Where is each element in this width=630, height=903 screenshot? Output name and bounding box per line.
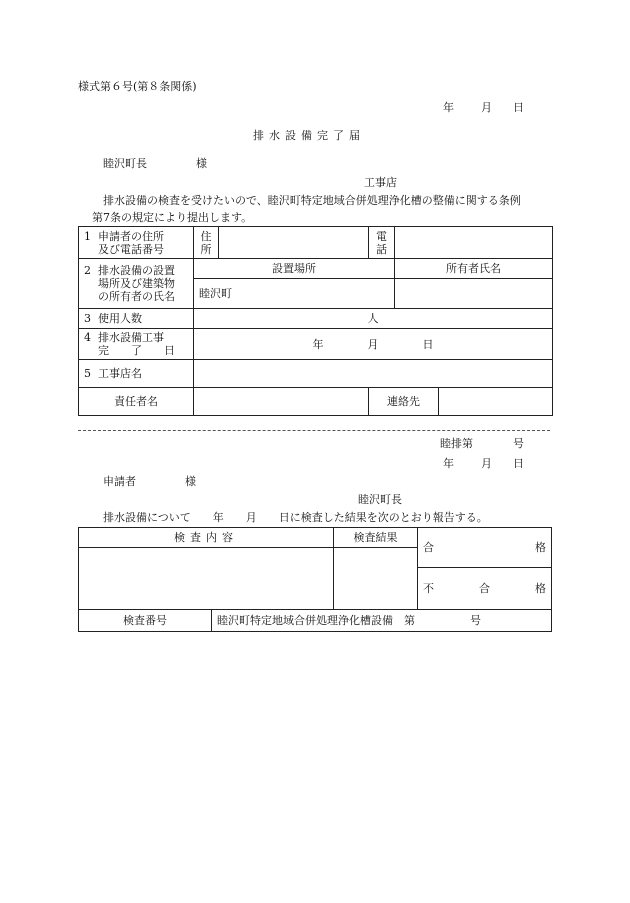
contractor-name-label: 5 工事店名 [79, 360, 194, 388]
report-text: 排水設備について 年 月 日に検査した結果を次のとおり報告する。 [103, 511, 488, 524]
inspection-result-header: 検査結果 [334, 528, 418, 548]
body-text-line2: 第7条の規定により提出します。 [92, 211, 253, 224]
reply-date-month-label: 月 [481, 457, 492, 470]
occupants-label: 3 使用人数 [79, 309, 194, 329]
reply-date-year-label: 年 [443, 457, 454, 470]
contractor-name-field[interactable] [194, 360, 553, 388]
completion-date-label: 4 排水設備工事 完 了 日 [79, 329, 194, 360]
address-field[interactable] [219, 227, 369, 259]
date-month-label: 月 [481, 101, 492, 114]
date-day-label: 日 [513, 101, 524, 114]
form-number: 様式第６号(第８条関係) [78, 80, 197, 93]
body-text-line1: 排水設備の検査を受けたいので、睦沢町特定地域合併処理浄化槽の整備に関する条例 [103, 194, 521, 207]
inspection-content-field[interactable] [79, 548, 334, 610]
inspection-number-label: 検査番号 [79, 610, 212, 632]
inspection-content-header: 検査内容 [79, 528, 334, 548]
owner-name-header: 所有者氏名 [395, 259, 553, 279]
installation-place-field[interactable]: 睦沢町 [194, 279, 395, 309]
cut-line-divider [78, 430, 550, 431]
addressee-honorific: 様 [196, 157, 207, 170]
applicant-honorific: 様 [185, 475, 196, 488]
installation-place-header: 設置場所 [194, 259, 395, 279]
responsible-person-label: 責任者名 [79, 388, 194, 416]
reply-date-day-label: 日 [513, 457, 524, 470]
pass-option[interactable]: 合 格 [418, 528, 552, 568]
inspection-result-field[interactable] [334, 548, 418, 610]
inspection-number-field[interactable]: 睦沢町特定地域合併処理浄化槽設備 第 号 [212, 610, 552, 632]
phone-field-label: 電 話 [369, 227, 395, 259]
responsible-person-field[interactable] [194, 388, 369, 416]
document-title: 排水設備完了届 [253, 129, 365, 142]
fail-option[interactable]: 不 合 格 [418, 568, 552, 610]
reference-prefix: 睦排第 [440, 437, 473, 450]
occupants-field[interactable] [194, 309, 553, 329]
contact-label: 連絡先 [369, 388, 439, 416]
address-field-label: 住 所 [194, 227, 219, 259]
completion-date-field[interactable]: 年 月 日 [194, 329, 553, 360]
phone-field[interactable] [395, 227, 553, 259]
application-table [78, 226, 553, 416]
installation-location-label: 2 排水設備の設置 場所及び建築物 の所有者の氏名 [79, 259, 194, 309]
contact-field[interactable] [439, 388, 553, 416]
date-year-label: 年 [443, 101, 454, 114]
inspection-table [78, 527, 552, 632]
owner-name-field[interactable] [395, 279, 553, 309]
applicant-address-label: 1 申請者の住所 及び電話番号 [79, 227, 194, 259]
addressee: 睦沢町長 [103, 157, 147, 170]
applicant-label: 申請者 [103, 475, 136, 488]
contractor-label: 工事店 [364, 176, 397, 189]
reference-suffix: 号 [513, 437, 524, 450]
occupants-unit: 人 [367, 312, 379, 325]
issuer-name: 睦沢町長 [358, 493, 402, 506]
